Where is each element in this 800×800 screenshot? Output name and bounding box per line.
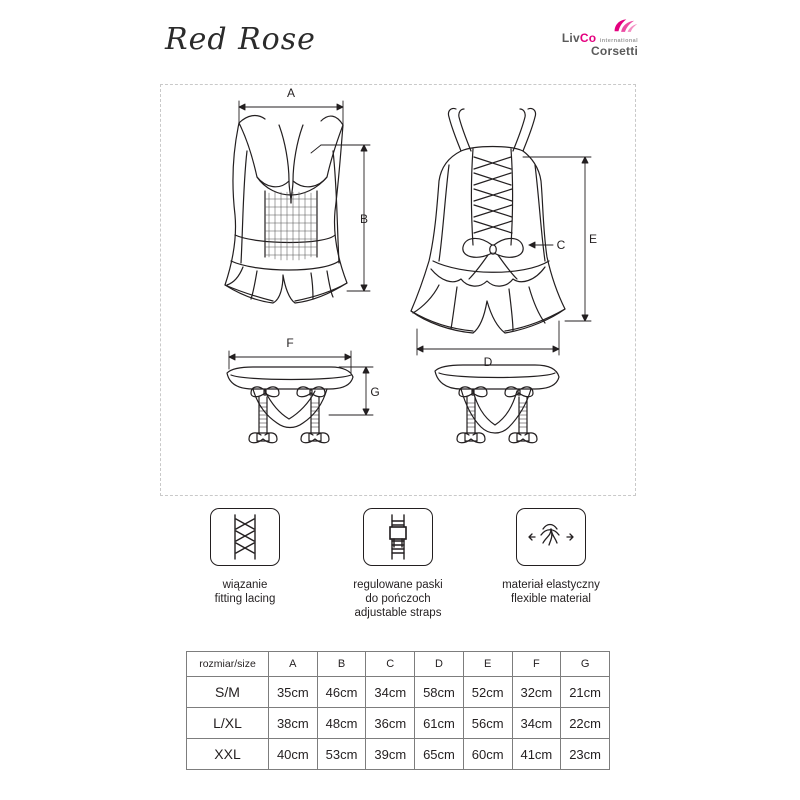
feature-straps-caption xyxy=(323,578,473,620)
cell-b: 53cm xyxy=(317,739,366,770)
feature-adjustable-straps xyxy=(323,508,473,620)
caption-line-2: flexible material xyxy=(511,593,591,605)
row-size: XXL xyxy=(187,739,269,770)
table-row xyxy=(187,739,610,770)
table-row xyxy=(187,708,610,739)
caption-line-1: regulowane paski xyxy=(353,579,443,591)
garter-clip-left xyxy=(249,433,277,443)
th-g: G xyxy=(561,652,610,677)
row-size: L/XL xyxy=(187,708,269,739)
cell-g: 23cm xyxy=(561,739,610,770)
garter-belt-back-view xyxy=(435,365,559,443)
label-b: B xyxy=(359,212,369,226)
dimension-d xyxy=(417,321,559,355)
bow-right xyxy=(297,387,325,397)
corset-back-view xyxy=(411,108,565,333)
brand-sub: international xyxy=(599,38,638,44)
cell-a: 35cm xyxy=(269,677,318,708)
label-f: F xyxy=(286,336,294,350)
cell-c: 39cm xyxy=(366,739,415,770)
lacing-icon-glyph xyxy=(211,509,279,565)
label-c: C xyxy=(556,238,566,252)
brand-name-line2: Corsetti xyxy=(591,43,638,58)
technical-drawing xyxy=(161,85,637,497)
bow-detail xyxy=(463,238,523,279)
corset-front-view xyxy=(225,116,347,303)
dimension-c xyxy=(529,242,553,248)
label-g: G xyxy=(370,385,380,399)
th-d: D xyxy=(415,652,464,677)
th-b: B xyxy=(317,652,366,677)
cell-g: 22cm xyxy=(561,708,610,739)
cell-g: 21cm xyxy=(561,677,610,708)
table-header-row xyxy=(187,652,610,677)
th-a: A xyxy=(269,652,318,677)
caption-line-1: materiał elastyczny xyxy=(502,579,600,591)
lacing-detail xyxy=(474,157,512,233)
adjustable-strap-icon xyxy=(363,508,433,566)
size-table xyxy=(186,651,610,770)
caption-line-3: adjustable straps xyxy=(354,607,442,619)
cell-d: 61cm xyxy=(415,708,464,739)
garter-clip-right xyxy=(301,433,329,443)
garter-clip-left-back xyxy=(457,433,485,443)
feature-lacing xyxy=(170,508,320,606)
caption-line-1: wiązanie xyxy=(222,579,268,591)
label-e: E xyxy=(588,232,598,246)
label-d: D xyxy=(483,355,493,369)
caption-line-2: do pończoch xyxy=(365,593,431,605)
cell-e: 56cm xyxy=(463,708,512,739)
feature-material-caption xyxy=(476,578,626,606)
row-size: S/M xyxy=(187,677,269,708)
cell-c: 34cm xyxy=(366,677,415,708)
cell-b: 46cm xyxy=(317,677,366,708)
brand-liv: Liv xyxy=(561,31,580,45)
label-a: A xyxy=(286,86,296,100)
th-e: E xyxy=(463,652,512,677)
garter-belt-front-view xyxy=(227,367,353,443)
feature-lacing-caption xyxy=(170,578,320,606)
cell-a: 38cm xyxy=(269,708,318,739)
adjustable-strap-icon-glyph xyxy=(364,509,432,565)
elastic-material-icon xyxy=(516,508,586,566)
cell-f: 41cm xyxy=(512,739,561,770)
illustration-frame xyxy=(160,84,636,496)
table-row xyxy=(187,677,610,708)
cell-a: 40cm xyxy=(269,739,318,770)
cell-e: 60cm xyxy=(463,739,512,770)
caption-line-2: fitting lacing xyxy=(214,593,276,605)
feature-flexible-material xyxy=(476,508,626,606)
cell-d: 65cm xyxy=(415,739,464,770)
lacing-icon xyxy=(210,508,280,566)
brand-name-line1 xyxy=(548,32,638,45)
cell-c: 36cm xyxy=(366,708,415,739)
th-c: C xyxy=(366,652,415,677)
dimension-a xyxy=(239,101,343,127)
th-size: rozmiar/size xyxy=(187,652,269,677)
cell-f: 32cm xyxy=(512,677,561,708)
feature-icons xyxy=(160,508,636,628)
page-title: Red Rose xyxy=(165,22,316,57)
garter-clip-right-back xyxy=(509,433,537,443)
elastic-material-icon-glyph xyxy=(517,509,585,565)
cell-f: 34cm xyxy=(512,708,561,739)
cell-b: 48cm xyxy=(317,708,366,739)
dimension-f xyxy=(229,351,351,373)
th-f: F xyxy=(512,652,561,677)
cell-e: 52cm xyxy=(463,677,512,708)
cell-d: 58cm xyxy=(415,677,464,708)
brand-logo xyxy=(548,18,638,57)
brand-co: Co xyxy=(579,31,597,45)
